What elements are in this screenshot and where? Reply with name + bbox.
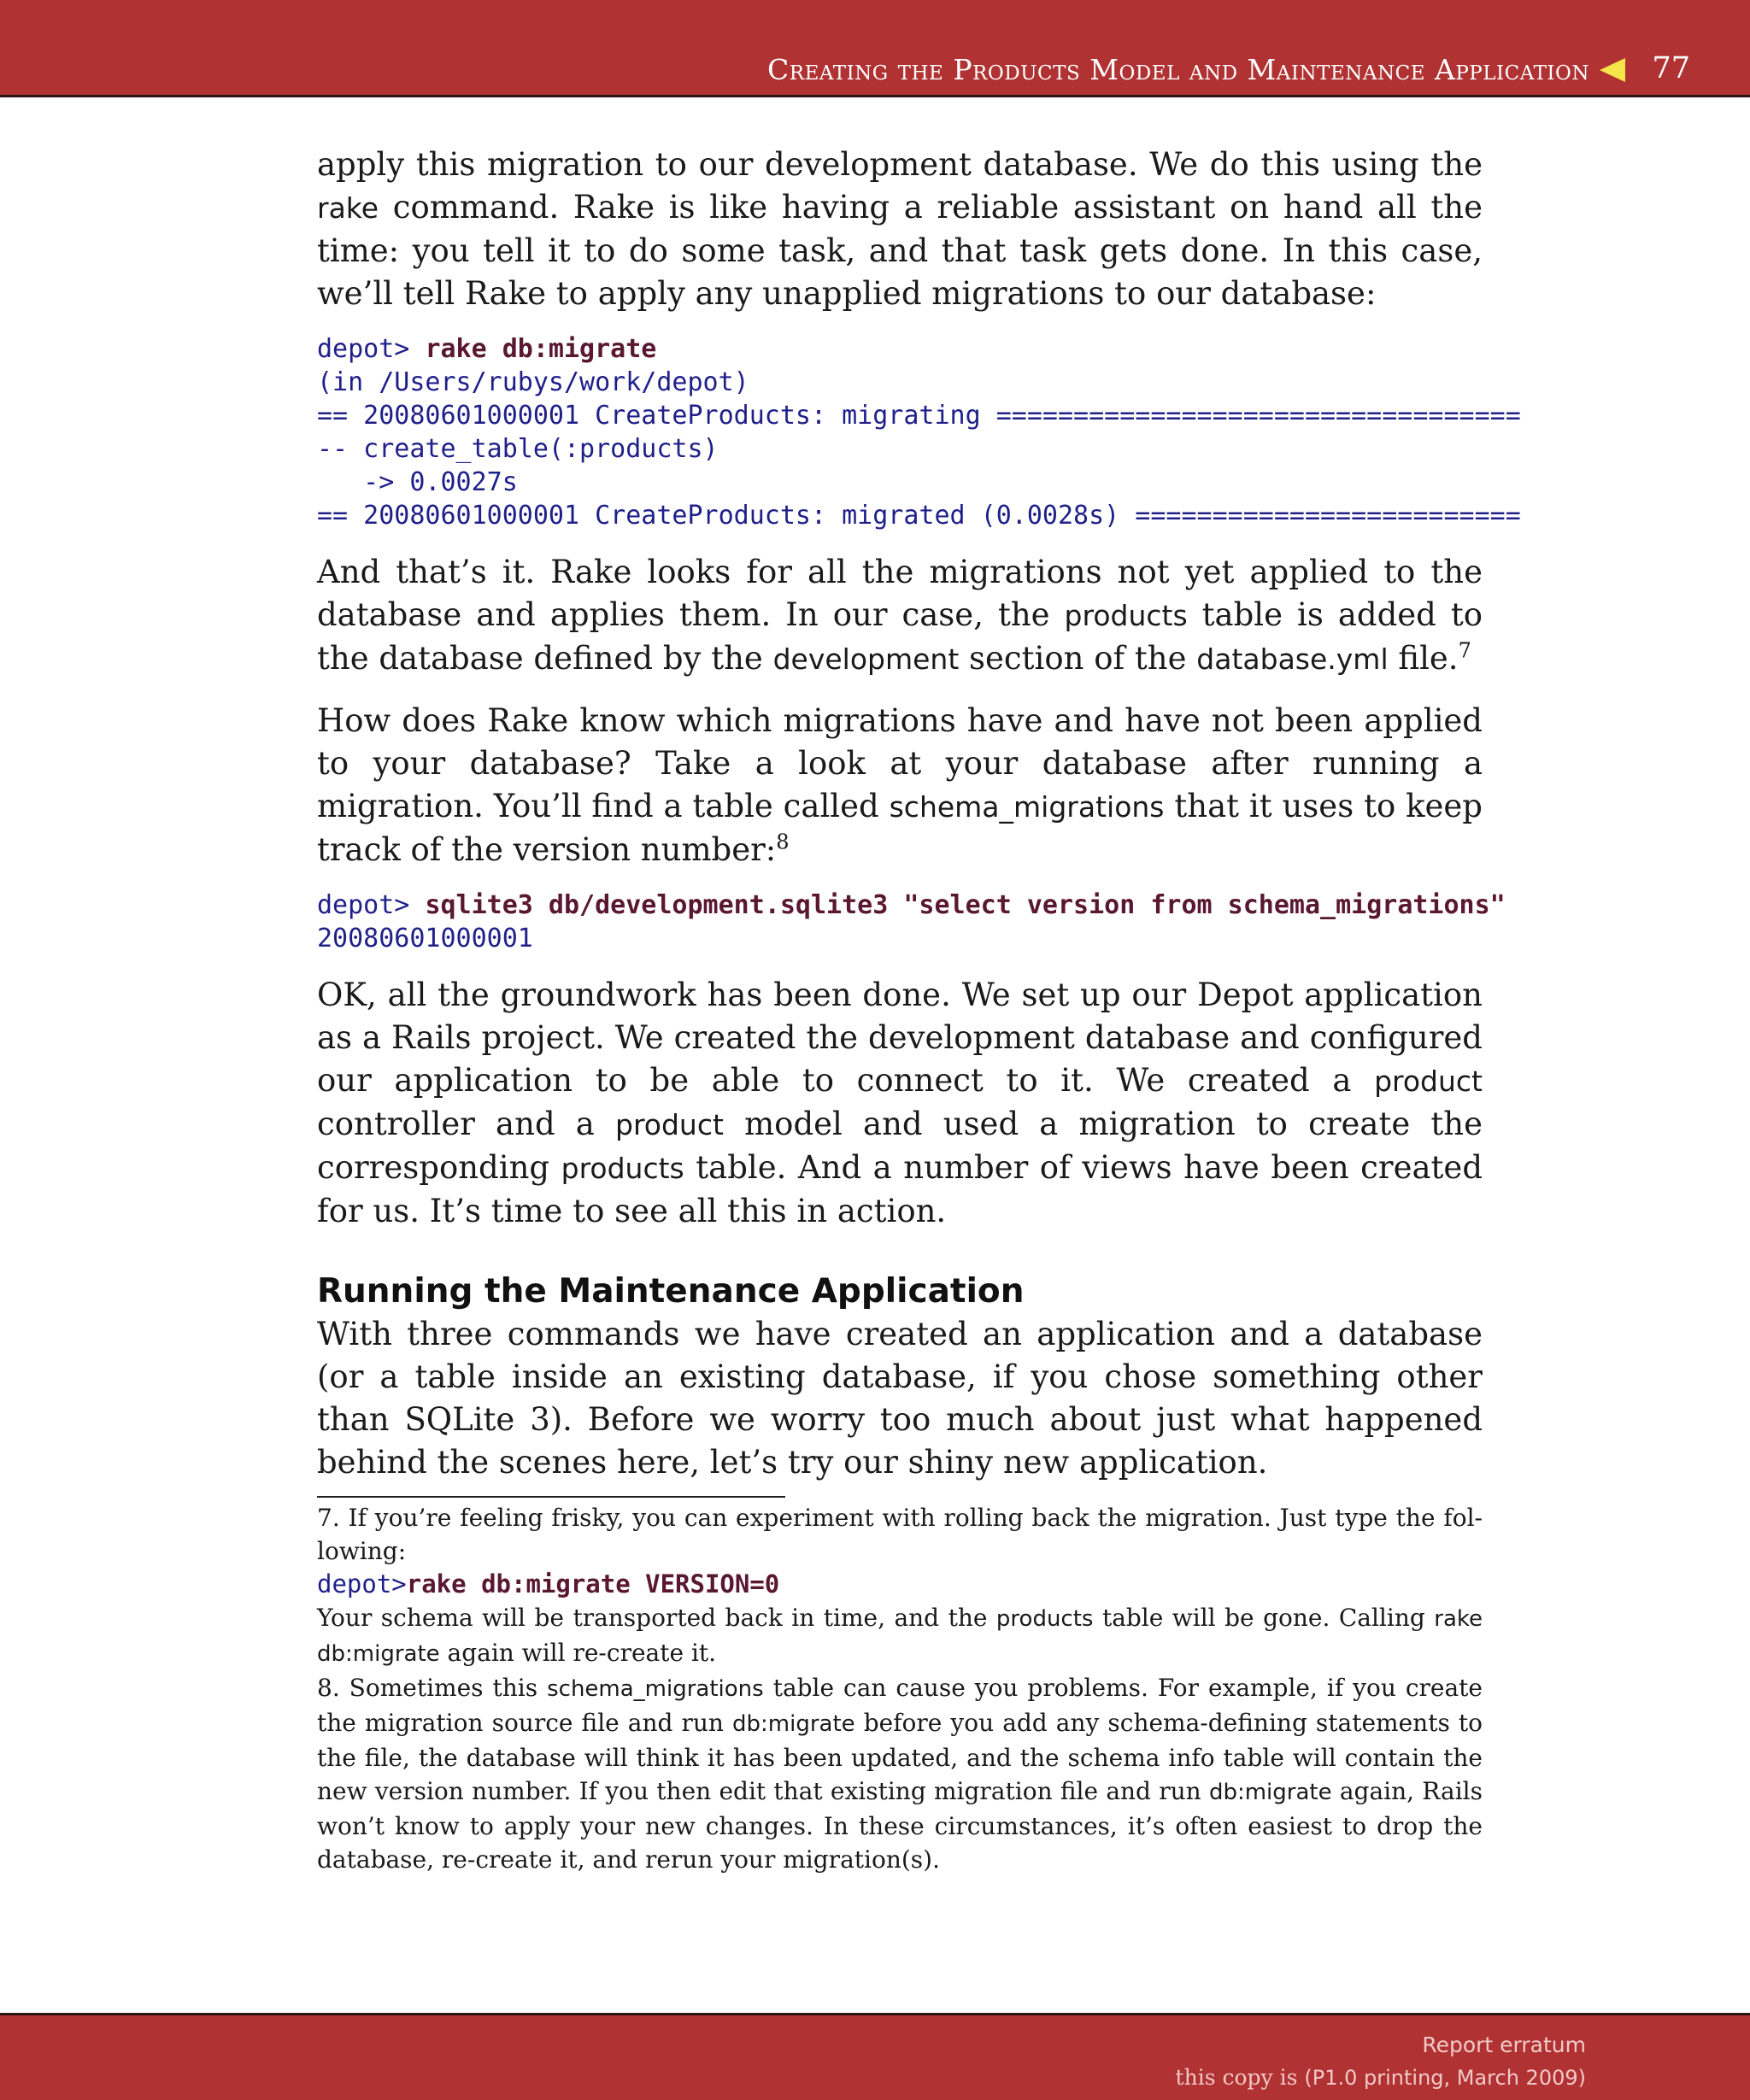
report-erratum-link[interactable]: Report erratum: [1422, 2033, 1586, 2057]
inline-code: schema_migrations: [889, 790, 1165, 824]
text: table can cause you problems. For example, if you create the migration source file and run: [317, 1674, 1483, 1737]
inline-code: rake: [317, 191, 379, 225]
code-output-line: -> 0.0027s: [317, 467, 518, 497]
code-block-sqlite: [317, 889, 1506, 955]
chapter-title: Creating the Products Model and Maintenance Application: [767, 53, 1589, 86]
paragraph-groundwork: [317, 974, 1483, 1233]
inline-code: schema_migrations: [547, 1676, 764, 1702]
footnote-7-code: [317, 1568, 1483, 1601]
code-output-line: (in /Users/rubys/work/depot): [317, 367, 749, 397]
text: again, Rails won’t know to apply your new changes. In these circumstances, it’s often easiest to drop the database, re-create it, and rerun your migration(s).: [317, 1777, 1483, 1874]
inline-code: rake db:migrate: [317, 1606, 1483, 1667]
paragraph-rake-result: [317, 551, 1483, 681]
code-output-line: == 20080601000001 CreateProducts: migrated (0.0028s) =========================: [317, 501, 1521, 531]
inline-code: db:migrate: [732, 1711, 855, 1737]
shell-command: rake db:migrate VERSION=0: [406, 1569, 780, 1598]
text: Your schema will be transported back in time, and the: [317, 1604, 996, 1632]
footnote-7-continued: [317, 1601, 1483, 1671]
text: file.: [1388, 640, 1459, 677]
text: How does Rake know which migrations have and have not been applied to your database? Take a look at your database after running a migration. You’ll find a table called: [317, 702, 1483, 824]
footnote-ref-7[interactable]: 7: [1458, 638, 1471, 663]
section-heading: Running the Maintenance Application: [317, 1272, 1025, 1311]
text: that it uses to keep track of the version number:: [317, 788, 1483, 868]
inline-code: development: [772, 642, 960, 676]
paragraph-rake-intro: [317, 144, 1483, 315]
footnote-ref-8[interactable]: 8: [776, 830, 790, 854]
copy-info: [1176, 2065, 1586, 2090]
code-block-migrate: [317, 332, 1521, 532]
inline-code: database.yml: [1196, 642, 1389, 676]
inline-code: products: [1064, 599, 1188, 632]
shell-prompt: depot>: [317, 1569, 407, 1598]
footnote-8: [317, 1671, 1483, 1876]
code-output-line: -- create_table(:products): [317, 434, 719, 464]
text: command. Rake is like having a reliable assistant on hand all the time: you tell it to do some task, and that task gets done. In this case, we’ll tell Rake to apply any unapplied migrations to our database:: [317, 189, 1483, 312]
text: before you add any schema-defining statements to the file, the database will think it has been updated, and the schema info table will contain the new version number. If you then edit that existing migration file and run: [317, 1709, 1483, 1805]
text: And that’s it. Rake looks for all the migrations not yet applied to the database and applies them. In our case, the: [317, 554, 1483, 633]
text: apply this migration to our development database. We do this using the: [317, 146, 1483, 183]
text: table is added to the database defined by the: [317, 596, 1483, 677]
inline-code: product: [1374, 1065, 1483, 1098]
shell-prompt: depot>: [317, 890, 426, 920]
text: section of the: [959, 640, 1197, 677]
text: 8. Sometimes this: [317, 1674, 548, 1702]
footnote-7: 7. If you’re feeling frisky, you can experiment with rolling back the migration. Just type the following:: [317, 1504, 1483, 1565]
code-output-line: == 20080601000001 CreateProducts: migrating ==================================: [317, 401, 1521, 431]
shell-command: sqlite3 db/development.sqlite3 "select version from schema_migrations": [425, 890, 1506, 920]
printing-info: (P1.0 printing, March 2009): [1304, 2066, 1586, 2090]
paragraph-schema-migrations: [317, 700, 1483, 871]
inline-code: db:migrate: [1208, 1780, 1332, 1805]
inline-code: product: [615, 1108, 724, 1141]
code-output-line: 20080601000001: [317, 924, 533, 953]
shell-prompt: depot>: [317, 334, 426, 364]
previous-page-arrow-icon[interactable]: [1600, 58, 1625, 82]
text: OK, all the groundwork has been done. We set up our Depot application as a Rails project. We created the development database and configured our application to be able to connect to it. We created a: [317, 977, 1483, 1099]
inline-code: products: [995, 1606, 1094, 1632]
paragraph-section-intro: With three commands we have created an application and a database (or a table inside an existing database, if you chose something other than SQLite 3). Before we worry too much about just what happened behind the scenes here, let’s try our shiny new application.: [317, 1316, 1483, 1481]
inline-code: products: [561, 1152, 684, 1185]
text: this copy is: [1175, 2065, 1305, 2090]
page-header: [0, 0, 1750, 97]
text: model and used a migration to create the corresponding: [317, 1106, 1483, 1186]
shell-command: rake db:migrate: [425, 334, 657, 364]
page-number: 77: [1652, 51, 1690, 85]
page-content: [317, 144, 1521, 1876]
footnotes: [317, 1501, 1483, 1876]
page-footer: [0, 2013, 1750, 2100]
text: table. And a number of views have been created for us. It’s time to see all this in action.: [317, 1149, 1483, 1229]
footnote-divider: [317, 1496, 785, 1498]
text: controller and a: [317, 1106, 615, 1142]
text: table will be gone. Calling: [1093, 1604, 1435, 1632]
text: again will re-create it.: [439, 1639, 717, 1667]
